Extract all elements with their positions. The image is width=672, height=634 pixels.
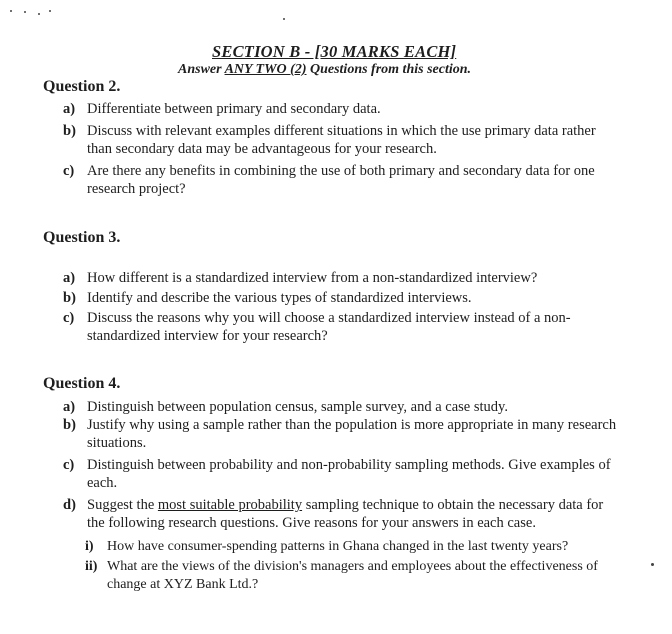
question-3-item-a: [63, 269, 623, 287]
question-4-item-a: [63, 398, 623, 416]
instruction-suffix: Questions from this section.: [309, 62, 472, 77]
item-label: a): [63, 399, 76, 415]
subitem-label: i): [85, 539, 94, 554]
question-4-item-b: [63, 416, 623, 452]
item-text-prefix: Suggest the: [87, 497, 155, 513]
instruction-emphasis: ANY TWO (2): [224, 62, 307, 77]
item-label: a): [63, 270, 76, 286]
item-text: How different is a standardized interview from a non-standardized interview?: [87, 270, 538, 286]
question-4-heading: Question 4.: [43, 375, 121, 392]
question-2-item-c: [63, 162, 623, 198]
question-3-item-b: [63, 289, 623, 307]
item-label: b): [63, 123, 76, 139]
item-text: Justify why using a sample rather than the population is more appropriate in many research situations.: [87, 417, 617, 451]
scan-speck: [49, 10, 51, 12]
question-4-subitem-ii: [85, 558, 625, 594]
item-text: Differentiate between primary and secondary data.: [87, 101, 381, 117]
item-label: d): [63, 497, 76, 513]
question-4-item-c: [63, 456, 623, 492]
item-text-underlined: most suitable probability: [157, 497, 303, 513]
item-label: a): [63, 101, 76, 117]
item-label: c): [63, 457, 75, 473]
item-text: Distinguish between probability and non-probability sampling methods. Give examples of each.: [87, 457, 611, 491]
subitem-text: What are the views of the division's managers and employees about the effectiveness of change at XYZ Bank Ltd.?: [107, 559, 598, 592]
question-4-item-d: [63, 496, 623, 532]
scan-speck: [10, 10, 12, 12]
item-label: c): [63, 163, 75, 179]
item-text: Distinguish between population census, sample survey, and a case study.: [87, 399, 508, 415]
question-4-subitem-i: [85, 538, 625, 556]
question-2-item-b: [63, 122, 623, 158]
question-2-item-a: [63, 100, 623, 118]
scan-speck: [38, 13, 40, 15]
question-2-heading: Question 2.: [43, 78, 121, 95]
item-label: b): [63, 290, 76, 306]
subitem-label: ii): [85, 559, 98, 574]
item-text: [87, 496, 623, 532]
scan-speck: [651, 563, 654, 566]
item-text: Discuss the reasons why you will choose a standardized interview instead of a non-standardized interview for your research?: [87, 310, 571, 344]
scan-speck: [24, 11, 26, 13]
item-text: Are there any benefits in combining the use of both primary and secondary data for one research project?: [87, 163, 595, 197]
item-label: c): [63, 310, 75, 326]
scan-speck: [283, 18, 285, 20]
instruction-prefix: Answer: [178, 62, 222, 77]
question-3-item-c: [63, 309, 623, 345]
section-title: SECTION B - [30 MARKS EACH]: [212, 42, 457, 61]
item-label: b): [63, 417, 76, 433]
item-text: Identify and describe the various types of standardized interviews.: [87, 290, 472, 306]
item-text-suffix: sampling technique to obtain the necessary data for the following research questions. Give reasons for your answers in each case.: [87, 497, 604, 531]
section-instruction: [178, 62, 471, 78]
item-text: Discuss with relevant examples different situations in which the use primary data rather than secondary data may be advantageous for your research.: [87, 123, 596, 157]
question-3-heading: Question 3.: [43, 229, 121, 246]
subitem-text: How have consumer-spending patterns in Ghana changed in the last twenty years?: [107, 539, 569, 554]
